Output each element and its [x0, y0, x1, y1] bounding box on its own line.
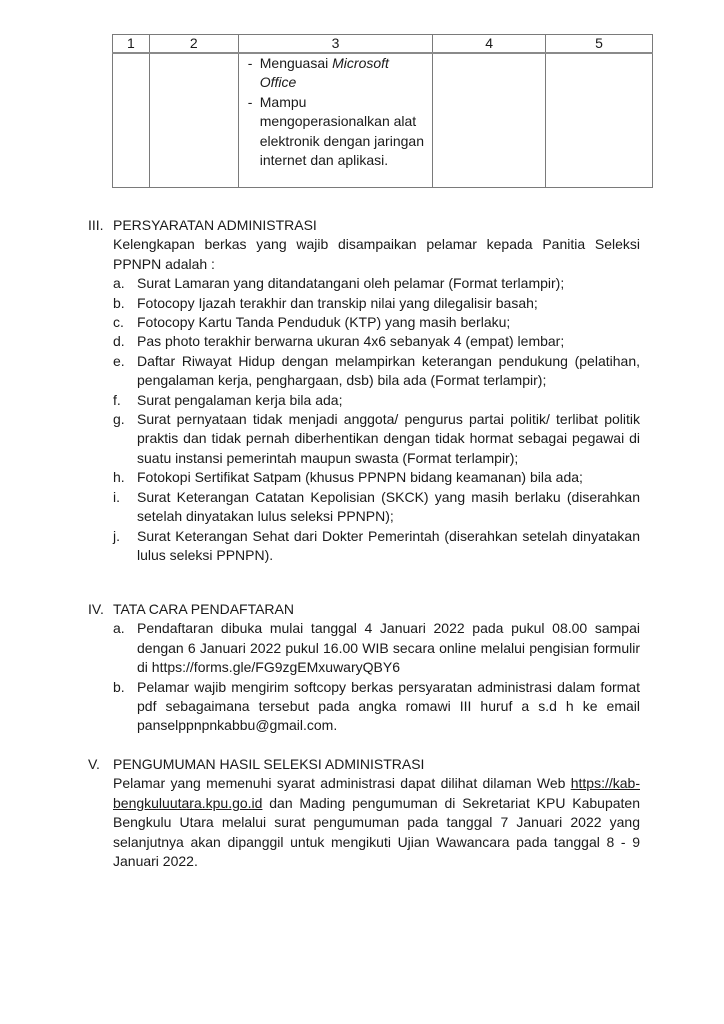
list-item: [113, 313, 640, 332]
section-number: V.: [88, 756, 100, 772]
list-item-text: Pas photo terakhir berwarna ukuran 4x6 sebanyak 4 (empat) lembar;: [137, 333, 565, 350]
dash-bullet: -: [247, 93, 253, 110]
column-header-5: 5: [546, 35, 653, 54]
list-item-text: Fotocopy Ijazah terakhir dan transkip nilai yang dilegalisir basah;: [137, 294, 538, 311]
list-item: [113, 352, 640, 391]
table-cell-col1: [113, 53, 150, 187]
section-intro: Kelengkapan berkas yang wajib disampaikan pelamar kepada Panitia Seleksi PPNPN adalah :: [113, 236, 640, 272]
list-item-text: Pelamar wajib mengirim softcopy berkas persyaratan administrasi dalam format pdf sebagaimana tersebut pada angka romawi III huruf a s.d h ke email panselppnpnkabbu@gmail.com.: [137, 678, 640, 734]
procedure-list: [113, 619, 640, 735]
section-registration-procedure: [88, 600, 640, 736]
table-cell-col3: [238, 53, 433, 187]
list-marker: e.: [113, 352, 125, 369]
list-item: [113, 619, 640, 677]
table-cell-col4: [433, 53, 546, 187]
list-marker: h.: [113, 469, 125, 486]
column-header-2: 2: [149, 35, 238, 54]
section-number: IV.: [88, 601, 104, 617]
qualification-item: [248, 54, 429, 93]
list-item: [113, 391, 640, 410]
list-item: [113, 332, 640, 351]
list-item: [113, 410, 640, 468]
column-header-1: 1: [113, 35, 150, 54]
list-item: [113, 678, 640, 736]
section-number: III.: [88, 217, 104, 233]
section-title: PERSYARATAN ADMINISTRASI: [113, 217, 317, 233]
dash-bullet: -: [247, 55, 253, 71]
list-item-text: Surat Keterangan Catatan Kepolisian (SKCK) yang masih berlaku (diserahkan setelah dinyatakan lulus seleksi PPNPN);: [137, 488, 640, 525]
list-item-text: Fotocopy Kartu Tanda Penduduk (KTP) yang masih berlaku;: [137, 314, 511, 331]
qualification-text-italic: Microsoft Office: [259, 55, 389, 91]
body-text-after-link: dan Mading pengumuman di Sekretariat KPU Kabupaten Bengkulu Utara melalui surat pengumuman pada tanggal 7 Januari 2022 yang selanjutnya akan dipanggil untuk mengikuti Ujian Wawancara pada tanggal 8 - 9 Januari 2022.: [113, 794, 640, 870]
list-marker: a.: [113, 620, 125, 637]
section-heading: [88, 600, 640, 619]
list-item-text: Surat Keterangan Sehat dari Dokter Pemerintah (diserahkan setelah dinyatakan lulus seleksi PPNPN).: [137, 527, 640, 563]
list-item: [113, 294, 640, 313]
list-item-text: Pendaftaran dibuka mulai tanggal 4 Januari 2022 pada pukul 08.00 sampai dengan 6 Januari 2022 pukul 16.00 WIB secara online melalui pengisian formulir di https://forms.gle/FG9zgEMxuwaryQBY6: [137, 620, 640, 676]
section-announcement: [88, 755, 640, 871]
list-marker: b.: [113, 678, 125, 695]
qualification-item: [248, 93, 429, 171]
list-item: [113, 274, 640, 293]
requirements-table: [112, 34, 653, 188]
list-item-text: Fotokopi Sertifikat Satpam (khusus PPNPN bidang keamanan) bila ada;: [137, 469, 583, 486]
section-body: [113, 774, 640, 871]
table-row: [113, 53, 653, 187]
section-title: PENGUMUMAN HASIL SELEKSI ADMINISTRASI: [113, 756, 425, 772]
list-item-text: Surat pernyataan tidak menjadi anggota/ pengurus partai politik/ terlibat politik praktis dan tidak pernah diberhentikan dengan tidak hormat sebagai pegawai di suatu instansi pemerintah maupun swasta (Format terlampir);: [137, 411, 640, 466]
requirements-list: [113, 274, 640, 565]
qualification-text: Mampu mengoperasionalkan alat elektronik dengan jaringan internet dan aplikasi.: [259, 93, 424, 169]
list-item: [113, 527, 640, 566]
list-item: [113, 468, 640, 487]
list-item: [113, 488, 640, 527]
section-administrative-requirements: [88, 216, 640, 565]
list-item-text: Daftar Riwayat Hidup dengan melampirkan keterangan pendukung (pelatihan, pengalaman kerja, penghargaan, dsb) bila ada (Format terlampir);: [137, 352, 640, 389]
body-text-before-link: Pelamar yang memenuhi syarat administrasi dapat dilihat dilaman Web: [113, 775, 571, 792]
list-marker: j.: [113, 527, 120, 544]
table-cell-col5: [546, 53, 653, 187]
kpu-website-link[interactable]: https://kab-bengkuluutara.kpu.go.id: [113, 775, 640, 811]
section-heading: [88, 216, 640, 235]
list-item-text: Surat Lamaran yang ditandatangani oleh pelamar (Format terlampir);: [137, 275, 565, 292]
table-header-row: [113, 35, 653, 54]
section-title: TATA CARA PENDAFTARAN: [113, 601, 294, 617]
qualification-text: Menguasai: [259, 55, 333, 71]
column-header-4: 4: [433, 35, 546, 54]
column-header-3: 3: [238, 35, 433, 54]
list-marker: b.: [113, 294, 125, 311]
list-marker: a.: [113, 275, 125, 292]
list-marker: g.: [113, 411, 125, 428]
list-marker: c.: [113, 314, 124, 331]
section-heading: [88, 755, 640, 774]
list-marker: i.: [113, 488, 120, 505]
list-marker: d.: [113, 333, 125, 350]
table-cell-col2: [149, 53, 238, 187]
list-item-text: Surat pengalaman kerja bila ada;: [137, 391, 343, 408]
list-marker: f.: [113, 391, 121, 408]
